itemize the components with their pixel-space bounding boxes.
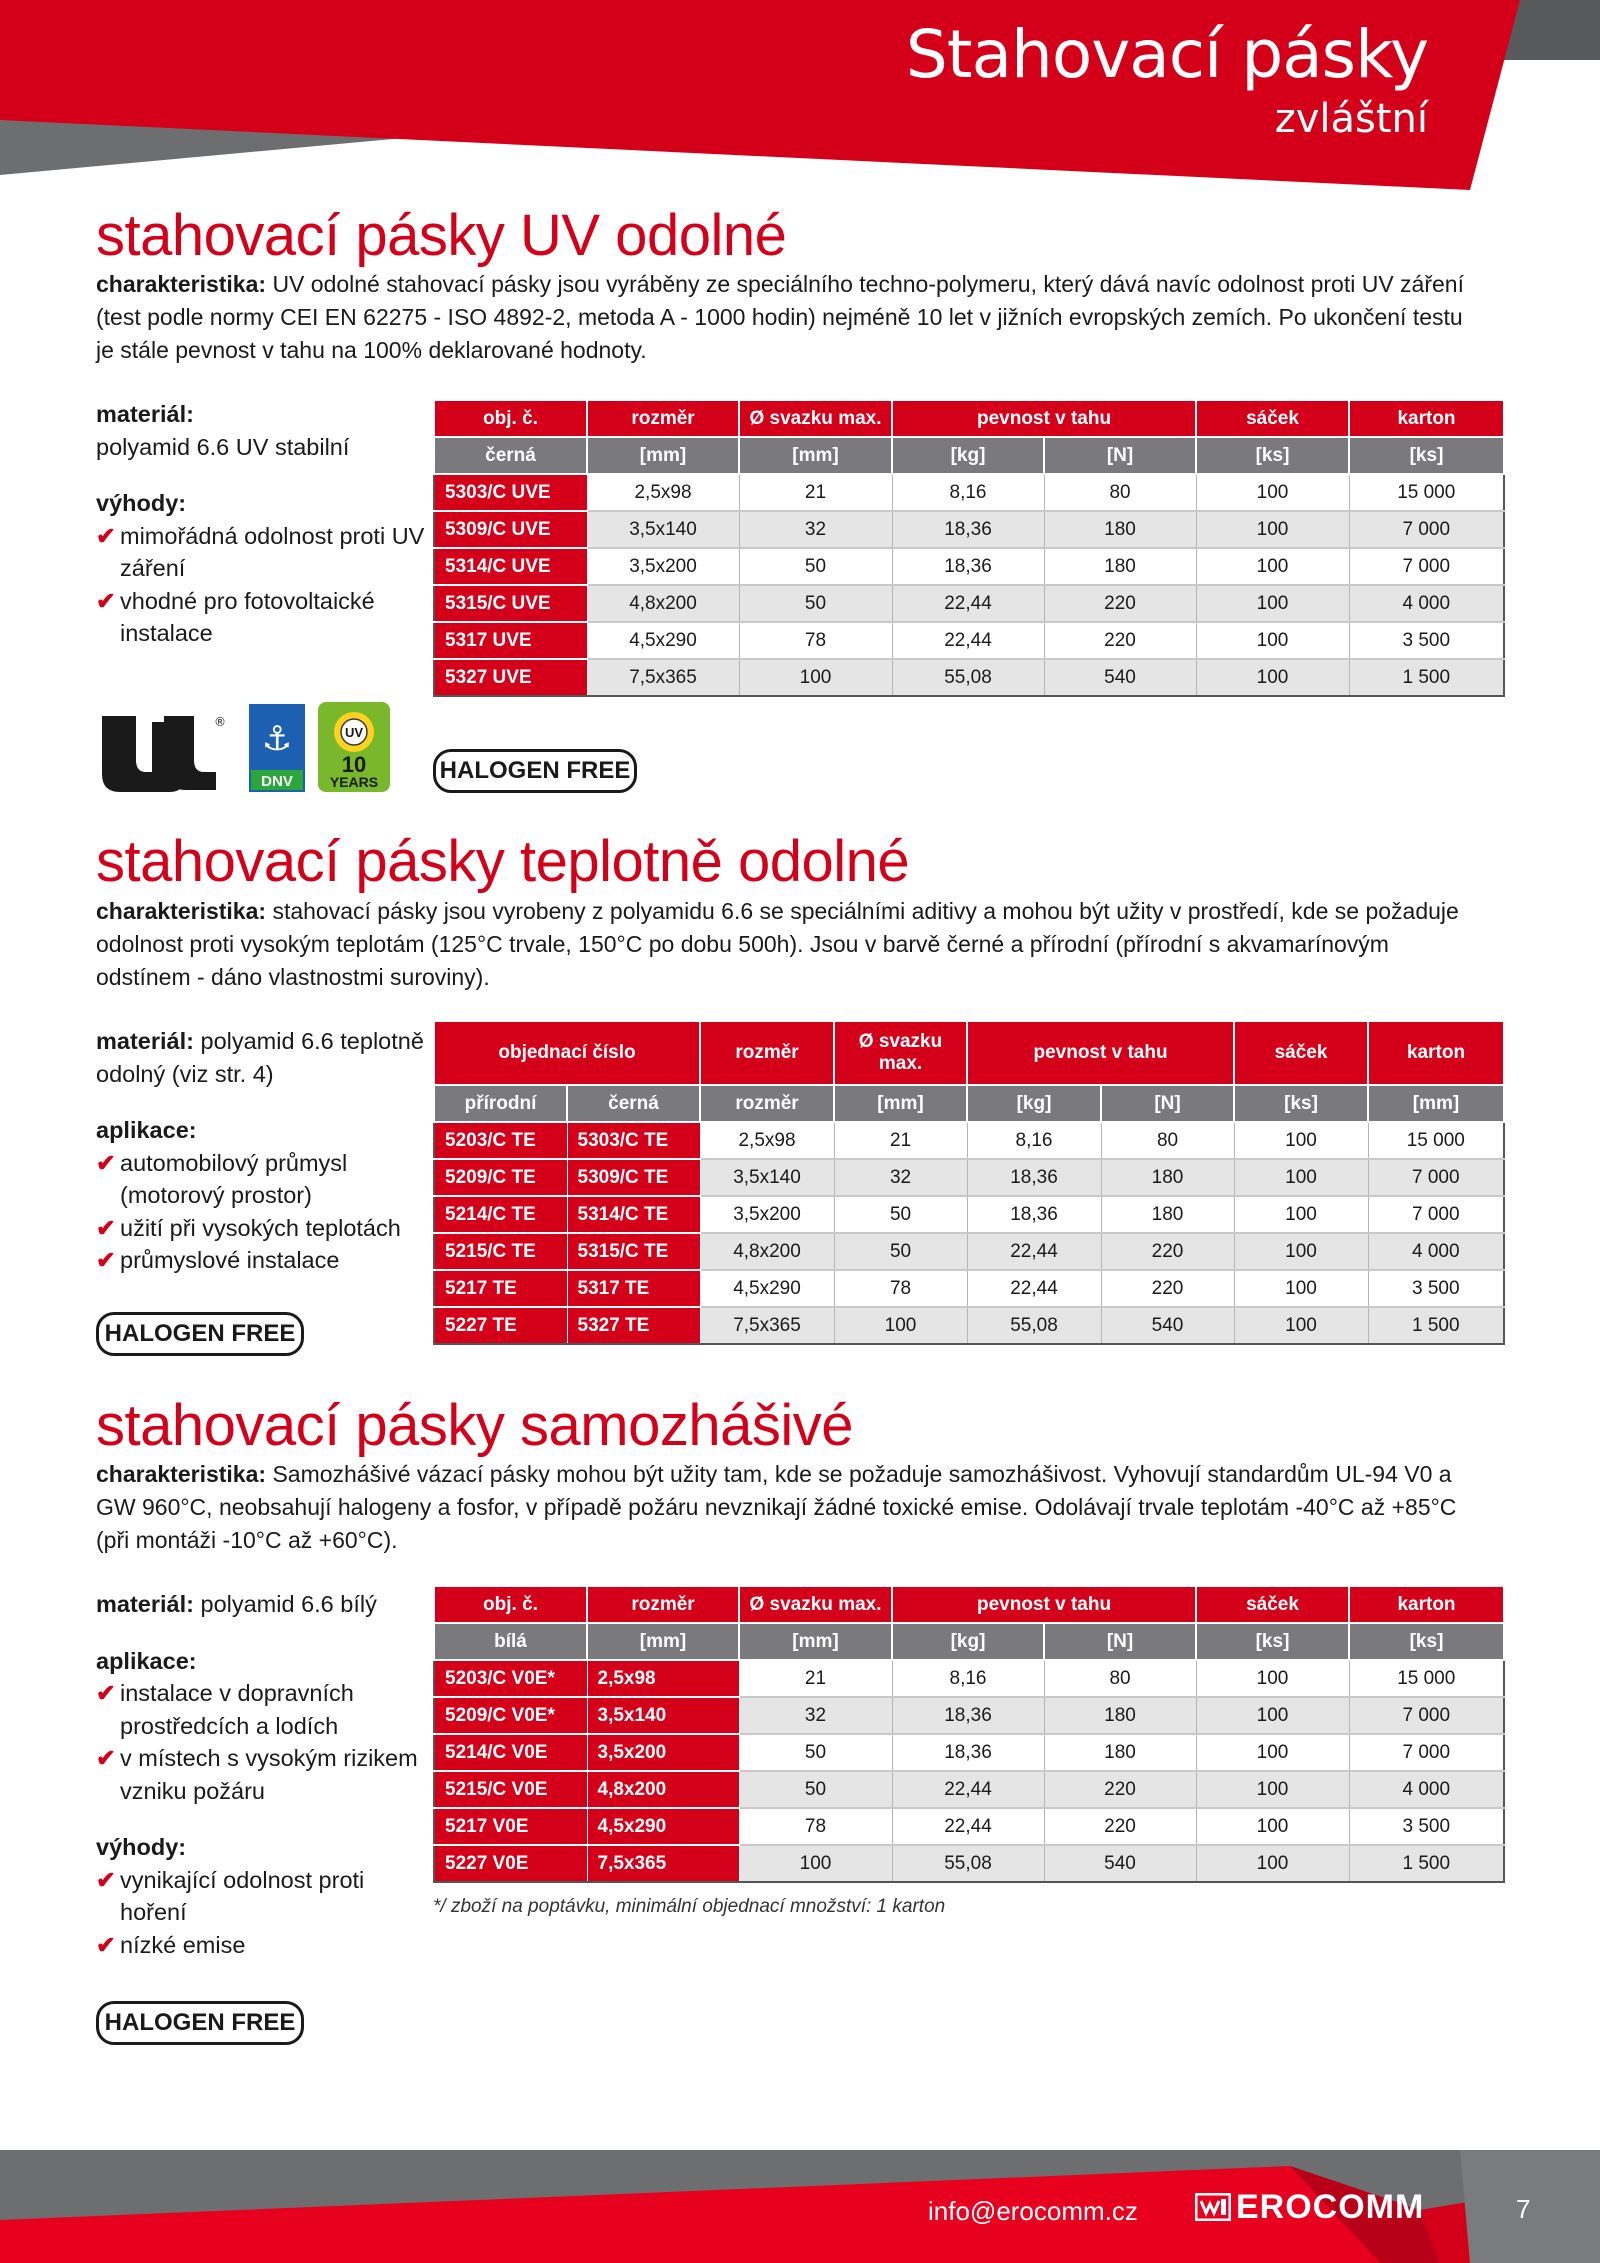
- table-row: [434, 1159, 1504, 1196]
- table-cell: 8,16: [892, 1660, 1044, 1697]
- table-cell: 3,5x140: [587, 511, 739, 548]
- checkmark-icon: ✔: [96, 1149, 116, 1176]
- table-cell: 100: [1196, 585, 1349, 622]
- col-subheader: přírodní: [434, 1085, 567, 1122]
- product-code-cell: 5227 V0E: [434, 1845, 587, 1882]
- col-header: rozměr: [700, 1021, 834, 1085]
- table-cell: 180: [1044, 1734, 1196, 1771]
- product-code-cell: 5327 UVE: [434, 659, 587, 696]
- product-code-cell: 5209/C TE: [434, 1159, 567, 1196]
- product-code-cell: 5217 V0E: [434, 1808, 587, 1845]
- col-header: karton: [1349, 1586, 1504, 1623]
- checkmark-icon: ✔: [96, 1680, 116, 1706]
- table-cell: 55,08: [892, 659, 1044, 696]
- col-subheader: [ks]: [1349, 437, 1504, 474]
- table-cell: 540: [1101, 1307, 1234, 1344]
- table-cell: 15 000: [1368, 1122, 1504, 1159]
- desc-label: charakteristika:: [96, 898, 267, 924]
- col-subheader: [ks]: [1349, 1623, 1504, 1660]
- table-cell: 18,36: [892, 1734, 1044, 1771]
- svg-text:®: ®: [214, 715, 226, 729]
- table-cell: 100: [1196, 511, 1349, 548]
- svg-text:DNV: DNV: [261, 773, 293, 790]
- table-cell: 7 000: [1368, 1159, 1504, 1196]
- sidebar-flame: [96, 1588, 426, 1961]
- desc-label: charakteristika:: [96, 271, 267, 297]
- col-header: objednací číslo: [434, 1021, 700, 1085]
- product-code-cell: 5317 UVE: [434, 622, 587, 659]
- product-code-cell: 7,5x365: [587, 1845, 739, 1882]
- table-cell: 3,5x200: [700, 1196, 834, 1233]
- table-cell: 21: [739, 474, 892, 511]
- footnote: */ zboží na poptávku, minimální objednací množství: 1 karton: [433, 1896, 946, 1917]
- col-subheader: [ks]: [1196, 1623, 1349, 1660]
- table-cell: 18,36: [892, 548, 1044, 585]
- table-cell: 50: [739, 1734, 892, 1771]
- table-row: [434, 1122, 1504, 1159]
- table-cell: 100: [1234, 1196, 1368, 1233]
- product-code-cell: 5203/C V0E*: [434, 1660, 587, 1697]
- table-cell: 100: [1196, 659, 1349, 696]
- uv-10-years-badge-icon: [318, 702, 390, 792]
- col-subheader: [N]: [1101, 1085, 1234, 1122]
- product-code-cell: 5227 TE: [434, 1307, 567, 1344]
- table-cell: 220: [1101, 1233, 1234, 1270]
- table-cell: 100: [1196, 1734, 1349, 1771]
- page-header-title: Stahovací pásky: [905, 16, 1428, 93]
- table-cell: 4,5x290: [700, 1270, 834, 1307]
- table-row: [434, 1808, 1504, 1845]
- product-code-cell: 5215/C V0E: [434, 1771, 587, 1808]
- footer-brand: EROCOMM: [1236, 2188, 1425, 2226]
- table-cell: 180: [1101, 1196, 1234, 1233]
- table-cell: 100: [1234, 1307, 1368, 1344]
- table-cell: 220: [1044, 1808, 1196, 1845]
- table-cell: 100: [1196, 1771, 1349, 1808]
- sidebar-heat: [96, 1025, 426, 1277]
- table-cell: 32: [834, 1159, 967, 1196]
- table-cell: 3,5x200: [587, 548, 739, 585]
- table-cell: 3 500: [1349, 622, 1504, 659]
- col-header: obj. č.: [434, 1586, 587, 1623]
- table-cell: 7,5x365: [587, 659, 739, 696]
- table-cell: 100: [1234, 1233, 1368, 1270]
- table-row: [434, 585, 1504, 622]
- table-cell: 80: [1101, 1122, 1234, 1159]
- table-cell: 50: [739, 548, 892, 585]
- col-subheader: [mm]: [739, 437, 892, 474]
- table-cell: 100: [1196, 1808, 1349, 1845]
- erocomm-logo-icon: [1195, 2193, 1231, 2221]
- table-row: [434, 1660, 1504, 1697]
- desc-text: UV odolné stahovací pásky jsou vyráběny ze speciálního techno-polymeru, který dává navíc odolnost proti UV záření (test podle normy CEI EN 62275 - ISO 4892-2, metoda A - 1000 hodin) nejméně 10 let v jižních evropských zemích. Po ukončení testu je stále pevnost v tahu na 100% deklarované hodnoty.: [96, 271, 1464, 363]
- col-subheader: [N]: [1044, 437, 1196, 474]
- material-text: polyamid 6.6 UV stabilní: [96, 433, 350, 460]
- section-description-uv: [96, 268, 1486, 367]
- col-subheader: [mm]: [1368, 1085, 1504, 1122]
- table-row: [434, 1270, 1504, 1307]
- svg-text:10: 10: [341, 752, 367, 777]
- col-subheader: [mm]: [739, 1623, 892, 1660]
- product-code-cell: 5309/C TE: [567, 1159, 700, 1196]
- table-cell: 220: [1044, 1771, 1196, 1808]
- col-header: karton: [1368, 1021, 1504, 1085]
- product-code-cell: 5314/C UVE: [434, 548, 587, 585]
- table-cell: 80: [1044, 1660, 1196, 1697]
- table-cell: 4 000: [1349, 1771, 1504, 1808]
- table-cell: 22,44: [892, 622, 1044, 659]
- col-subheader: černá: [567, 1085, 700, 1122]
- table-cell: 18,36: [967, 1196, 1101, 1233]
- table-cell: 1 500: [1349, 659, 1504, 696]
- table-cell: 50: [834, 1233, 967, 1270]
- list-item: ✔ průmyslové instalace: [96, 1244, 426, 1277]
- table-cell: 540: [1044, 659, 1196, 696]
- col-subheader: [kg]: [967, 1085, 1101, 1122]
- product-code-cell: 5309/C UVE: [434, 511, 587, 548]
- table-cell: 32: [739, 511, 892, 548]
- product-code-cell: 3,5x140: [587, 1697, 739, 1734]
- material-text: polyamid 6.6 bílý: [200, 1591, 377, 1617]
- checkmark-icon: ✔: [96, 522, 116, 549]
- ul-logo-icon: [96, 710, 226, 792]
- table-body: [434, 474, 1504, 696]
- section-title-flame: stahovací pásky samozhášivé: [96, 1393, 853, 1458]
- table-cell: 15 000: [1349, 1660, 1504, 1697]
- list-item: ✔ nízké emise: [96, 1929, 426, 1962]
- table-cell: 7 000: [1349, 511, 1504, 548]
- table-cell: 21: [834, 1122, 967, 1159]
- table-cell: 180: [1044, 548, 1196, 585]
- table-cell: 2,5x98: [700, 1122, 834, 1159]
- table-row: [434, 474, 1504, 511]
- table-cell: 15 000: [1349, 474, 1504, 511]
- table-cell: 78: [739, 622, 892, 659]
- desc-text: Samozhášivé vázací pásky mohou být užity tam, kde se požaduje samozhášivost. Vyhovují standardům UL-94 V0 a GW 960°C, neobsahují halogeny a fosfor, v případě požáru nevznikají žádné toxické emise. Odolávají trvale teplotám -40°C až +85°C (při montáži -10°C až +60°C).: [96, 1461, 1457, 1553]
- list-item: ✔ vhodné pro fotovoltaické instalace: [96, 585, 426, 650]
- checkmark-icon: ✔: [96, 1247, 116, 1273]
- col-header: sáček: [1234, 1021, 1368, 1085]
- table-cell: 4,8x200: [587, 585, 739, 622]
- halogen-free-badge: HALOGEN FREE: [433, 749, 637, 793]
- table-cell: 50: [834, 1196, 967, 1233]
- table-cell: 4 000: [1368, 1233, 1504, 1270]
- page-header-subtitle: zvláštní: [1274, 96, 1428, 142]
- product-code-cell: 2,5x98: [587, 1660, 739, 1697]
- table-cell: 100: [1196, 622, 1349, 659]
- table-cell: 540: [1044, 1845, 1196, 1882]
- table-cell: 100: [1234, 1159, 1368, 1196]
- material-label: materiál:: [96, 1591, 194, 1617]
- list-item: ✔ užití při vysokých teplotách: [96, 1212, 426, 1245]
- table-cell: 7,5x365: [700, 1307, 834, 1344]
- table-cell: 220: [1044, 622, 1196, 659]
- product-code-cell: 5303/C TE: [567, 1122, 700, 1159]
- table-cell: 21: [739, 1660, 892, 1697]
- table-cell: 220: [1101, 1270, 1234, 1307]
- table-cell: 18,36: [892, 1697, 1044, 1734]
- product-code-cell: 5214/C V0E: [434, 1734, 587, 1771]
- desc-text: stahovací pásky jsou vyrobeny z polyamidu 6.6 se speciálními aditivy a mohou být užity v prostředí, kde se požaduje odolnost proti vysokým teplotám (125°C trvale, 150°C po dobu 500h). Jsou v barvě černé a přírodní (přírodní s akvamarínovým odstínem - dáno vlastnostmi suroviny).: [96, 898, 1459, 990]
- list-item: ✔ automobilový průmysl (motorový prostor): [96, 1147, 426, 1212]
- table-row: [434, 548, 1504, 585]
- col-header: sáček: [1196, 400, 1349, 437]
- halogen-free-badge: HALOGEN FREE: [96, 2001, 304, 2045]
- product-code-cell: 5214/C TE: [434, 1196, 567, 1233]
- svg-text:⚓: ⚓: [261, 719, 293, 759]
- table-cell: 22,44: [967, 1233, 1101, 1270]
- table-cell: 22,44: [892, 1771, 1044, 1808]
- table-cell: 180: [1044, 511, 1196, 548]
- sidebar-uv: [96, 398, 426, 650]
- table-cell: 8,16: [967, 1122, 1101, 1159]
- benefits-label: výhody:: [96, 490, 187, 516]
- table-body: [434, 1660, 1504, 1882]
- applications-label: aplikace:: [96, 1647, 197, 1674]
- table-row: [434, 659, 1504, 696]
- checkmark-icon: ✔: [96, 1214, 116, 1241]
- table-cell: 100: [1234, 1122, 1368, 1159]
- table-cell: 100: [1196, 1845, 1349, 1882]
- col-header: sáček: [1196, 1586, 1349, 1623]
- table-cell: 18,36: [967, 1159, 1101, 1196]
- table-cell: 22,44: [967, 1270, 1101, 1307]
- table-row: [434, 1307, 1504, 1344]
- section-title-heat: stahovací pásky teplotně odolné: [96, 829, 910, 894]
- table-cell: 100: [739, 1845, 892, 1882]
- table-cell: 180: [1044, 1697, 1196, 1734]
- col-subheader: [mm]: [587, 437, 739, 474]
- col-header: rozměr: [587, 1586, 739, 1623]
- checkmark-icon: ✔: [96, 1866, 116, 1893]
- checkmark-icon: ✔: [96, 1745, 116, 1771]
- table-cell: 4,5x290: [587, 622, 739, 659]
- halogen-free-badge: HALOGEN FREE: [96, 1312, 304, 1356]
- table-cell: 100: [1196, 1660, 1349, 1697]
- table-cell: 32: [739, 1697, 892, 1734]
- table-cell: 180: [1101, 1159, 1234, 1196]
- section-description-heat: [96, 895, 1486, 994]
- table-cell: 1 500: [1368, 1307, 1504, 1344]
- checkmark-icon: ✔: [96, 587, 116, 614]
- material-label: materiál:: [96, 401, 194, 427]
- table-cell: 78: [834, 1270, 967, 1307]
- table-row: [434, 622, 1504, 659]
- product-code-cell: 5209/C V0E*: [434, 1697, 587, 1734]
- col-header: rozměr: [587, 400, 739, 437]
- col-subheader: [ks]: [1234, 1085, 1368, 1122]
- checkmark-icon: ✔: [96, 1931, 116, 1958]
- table-cell: 55,08: [892, 1845, 1044, 1882]
- table-row: [434, 1697, 1504, 1734]
- col-header: pevnost v tahu: [892, 1586, 1196, 1623]
- table-cell: 50: [739, 1771, 892, 1808]
- table-cell: 22,44: [892, 585, 1044, 622]
- product-code-cell: 5217 TE: [434, 1270, 567, 1307]
- table-row: [434, 1734, 1504, 1771]
- table-body: [434, 1122, 1504, 1344]
- col-header: Ø svazku max.: [834, 1021, 967, 1085]
- table-cell: 100: [1196, 548, 1349, 585]
- desc-label: charakteristika:: [96, 1461, 267, 1487]
- page-number: 7: [1516, 2194, 1531, 2224]
- col-header: karton: [1349, 400, 1504, 437]
- table-row: [434, 1196, 1504, 1233]
- table-cell: 3 500: [1368, 1270, 1504, 1307]
- svg-text:YEARS: YEARS: [329, 774, 379, 790]
- product-code-cell: 3,5x200: [587, 1734, 739, 1771]
- table-cell: 80: [1044, 474, 1196, 511]
- table-cell: 4,8x200: [700, 1233, 834, 1270]
- table-cell: 3,5x140: [700, 1159, 834, 1196]
- table-cell: 2,5x98: [587, 474, 739, 511]
- table-cell: 55,08: [967, 1307, 1101, 1344]
- table-cell: 100: [1234, 1270, 1368, 1307]
- table-cell: 18,36: [892, 511, 1044, 548]
- col-subheader: [ks]: [1196, 437, 1349, 474]
- table-cell: 100: [1196, 474, 1349, 511]
- table-cell: 78: [739, 1808, 892, 1845]
- col-subheader: rozměr: [700, 1085, 834, 1122]
- col-subheader: [mm]: [834, 1085, 967, 1122]
- product-code-cell: 4,8x200: [587, 1771, 739, 1808]
- benefits-label: výhody:: [96, 1834, 187, 1860]
- list-item: ✔ instalace v dopravních prostředcích a lodích: [96, 1677, 426, 1742]
- product-code-cell: 5315/C TE: [567, 1233, 700, 1270]
- table-cell: 1 500: [1349, 1845, 1504, 1882]
- material-text: polyamid 6.6 teplotně odolný (viz str. 4): [96, 1028, 424, 1087]
- table-cell: 22,44: [892, 1808, 1044, 1845]
- product-code-cell: 5327 TE: [567, 1307, 700, 1344]
- col-subheader: [kg]: [892, 437, 1044, 474]
- product-code-cell: 5203/C TE: [434, 1122, 567, 1159]
- product-code-cell: 5315/C UVE: [434, 585, 587, 622]
- product-code-cell: 5317 TE: [567, 1270, 700, 1307]
- applications-label: aplikace:: [96, 1117, 197, 1143]
- svg-text:UV: UV: [344, 725, 364, 740]
- table-cell: 7 000: [1368, 1196, 1504, 1233]
- col-subheader: bílá: [434, 1623, 587, 1660]
- col-subheader: [kg]: [892, 1623, 1044, 1660]
- col-header: Ø svazku max.: [739, 400, 892, 437]
- product-code-cell: 5314/C TE: [567, 1196, 700, 1233]
- product-code-cell: 4,5x290: [587, 1808, 739, 1845]
- product-table-uv: [433, 399, 1505, 697]
- dnv-logo-icon: [249, 704, 305, 792]
- col-header: pevnost v tahu: [892, 400, 1196, 437]
- section-title-uv: stahovací pásky UV odolné: [96, 203, 787, 268]
- table-cell: 7 000: [1349, 1697, 1504, 1734]
- col-subheader: [N]: [1044, 1623, 1196, 1660]
- table-row: [434, 1771, 1504, 1808]
- product-table-flame: [433, 1585, 1505, 1883]
- table-cell: 7 000: [1349, 1734, 1504, 1771]
- table-cell: 4 000: [1349, 585, 1504, 622]
- list-item: ✔ mimořádná odolnost proti UV záření: [96, 520, 426, 585]
- col-subheader: černá: [434, 437, 587, 474]
- col-header: obj. č.: [434, 400, 587, 437]
- table-cell: 7 000: [1349, 548, 1504, 585]
- table-cell: 100: [834, 1307, 967, 1344]
- table-row: [434, 511, 1504, 548]
- section-description-flame: [96, 1458, 1486, 1557]
- table-cell: 8,16: [892, 474, 1044, 511]
- table-cell: 50: [739, 585, 892, 622]
- col-header: pevnost v tahu: [967, 1021, 1234, 1085]
- col-header: Ø svazku max.: [739, 1586, 892, 1623]
- table-cell: 3 500: [1349, 1808, 1504, 1845]
- table-cell: 100: [739, 659, 892, 696]
- list-item: ✔ v místech s vysokým rizikem vzniku požáru: [96, 1742, 426, 1807]
- col-subheader: [mm]: [587, 1623, 739, 1660]
- table-row: [434, 1233, 1504, 1270]
- footer-email-link[interactable]: info@erocomm.cz: [928, 2196, 1138, 2226]
- product-code-cell: 5215/C TE: [434, 1233, 567, 1270]
- material-label: materiál:: [96, 1028, 194, 1054]
- product-table-heat: [433, 1020, 1505, 1345]
- table-row: [434, 1845, 1504, 1882]
- table-cell: 100: [1196, 1697, 1349, 1734]
- list-item: ✔ vynikající odolnost proti hoření: [96, 1864, 426, 1929]
- table-cell: 220: [1044, 585, 1196, 622]
- product-code-cell: 5303/C UVE: [434, 474, 587, 511]
